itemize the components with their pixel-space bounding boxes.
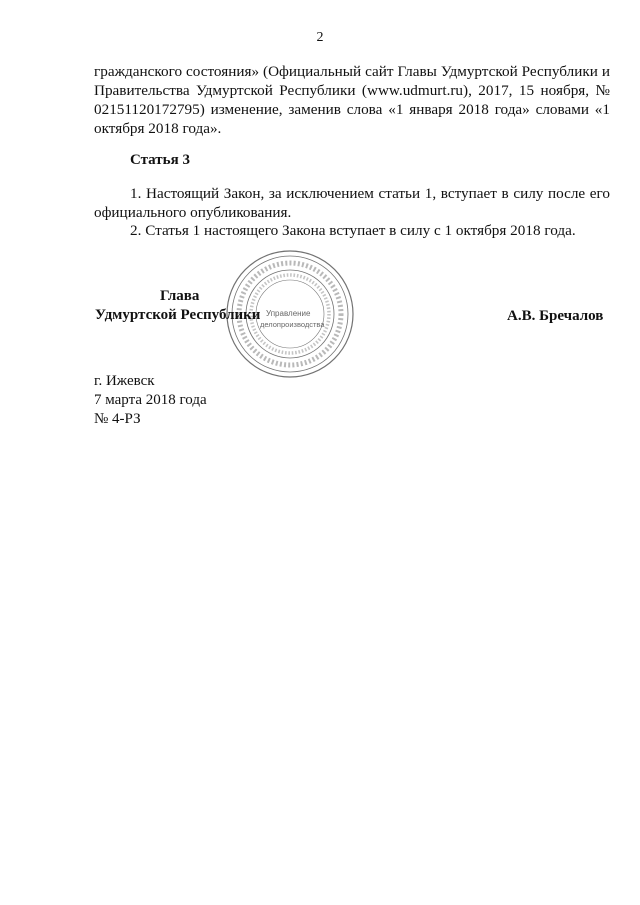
signatory-title-line-2: Удмуртской Республики: [95, 307, 261, 323]
place-of-signing: г. Ижевск: [94, 373, 155, 389]
signing-date: 7 марта 2018 года: [94, 392, 207, 408]
page-number: 2: [316, 30, 324, 45]
paragraph-continuation: гражданского состояния» (Официальный сайт Главы Удмуртской Республики и Правительства Удмуртской Республики (www.udmurt.ru), 2017, 15 ноября, № 02151120172795) изменение, заменив слова «1 января 2018 года» словами «1 октября 2018 года».: [94, 63, 610, 137]
signatory-title-line-1: Глава: [160, 288, 200, 304]
article-item-1: 1. Настоящий Закон, за исключением статьи 1, вступает в силу после его официального опубликования.: [94, 185, 610, 221]
law-number: № 4-РЗ: [94, 411, 141, 427]
article-heading: Статья 3: [130, 152, 190, 168]
signatory-name: А.В. Бречалов: [507, 308, 604, 324]
article-item-2: 2. Статья 1 настоящего Закона вступает в силу с 1 октября 2018 года.: [130, 222, 576, 239]
stamp-inner-line-2: делопроизводства: [260, 320, 325, 329]
stamp-inner-line-1: Управление: [266, 309, 311, 318]
